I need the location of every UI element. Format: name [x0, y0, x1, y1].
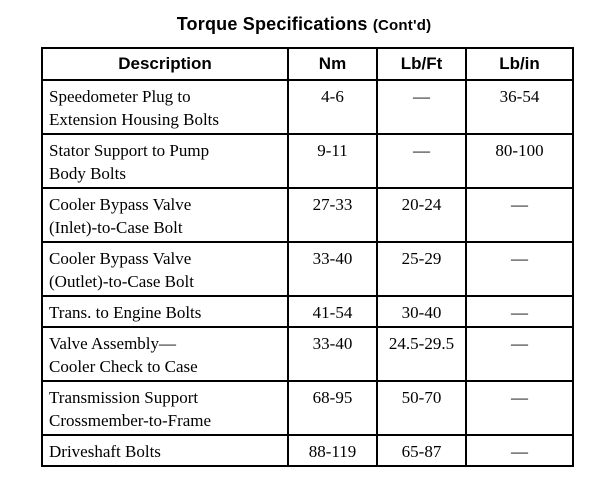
title-suffix: (Cont'd)	[372, 17, 432, 34]
description-cell	[42, 327, 288, 381]
lbft-cell	[377, 327, 466, 381]
table-row	[42, 188, 573, 242]
description-line: Speedometer Plug to	[49, 87, 191, 106]
description-cell	[42, 188, 288, 242]
nm-cell	[288, 80, 377, 134]
description-line: Crossmember-to-Frame	[49, 411, 212, 430]
lbin-cell	[466, 381, 573, 435]
lbft-cell	[377, 188, 466, 242]
nm-cell	[288, 296, 377, 327]
lbin-cell	[466, 80, 573, 134]
lbft-cell	[377, 134, 466, 188]
lbin-cell	[466, 296, 573, 327]
nm-cell	[288, 134, 377, 188]
table-row	[42, 80, 573, 134]
description-line: Body Bolts	[49, 164, 126, 183]
lbin-cell	[466, 242, 573, 296]
table-row	[42, 381, 573, 435]
nm-cell	[288, 327, 377, 381]
lbin-cell-value: 36-54	[499, 87, 540, 106]
description-cell	[42, 296, 288, 327]
nm-cell-value: 41-54	[312, 303, 353, 322]
lbin-cell-value: —	[511, 249, 528, 268]
description-cell	[42, 435, 288, 466]
nm-cell	[288, 435, 377, 466]
nm-cell-value: 4-6	[321, 87, 344, 106]
column-header-lbft: Lb/Ft	[377, 48, 466, 80]
description-line: Driveshaft Bolts	[49, 442, 161, 461]
nm-cell-value: 27-33	[312, 195, 353, 214]
lbft-cell	[377, 296, 466, 327]
nm-cell	[288, 242, 377, 296]
description-line: Stator Support to Pump	[49, 141, 210, 160]
lbin-cell	[466, 327, 573, 381]
table-row	[42, 327, 573, 381]
table-row	[42, 435, 573, 466]
description-cell	[42, 134, 288, 188]
header-row	[42, 48, 573, 80]
description-line: Extension Housing Bolts	[49, 110, 220, 129]
lbft-cell-value: —	[413, 87, 430, 106]
lbft-cell-value: 50-70	[401, 388, 442, 407]
description-cell	[42, 381, 288, 435]
nm-cell-value: 33-40	[312, 249, 353, 268]
lbft-cell-value: 30-40	[401, 303, 442, 322]
title-main: Torque Specifications	[176, 14, 368, 34]
lbin-cell-value: —	[511, 442, 528, 461]
description-line: Cooler Check to Case	[49, 357, 198, 376]
nm-cell-value: 88-119	[308, 442, 357, 461]
description-line: (Outlet)-to-Case Bolt	[49, 272, 194, 291]
lbft-cell	[377, 435, 466, 466]
table-body	[42, 80, 573, 466]
lbft-cell-value: 65-87	[401, 442, 442, 461]
torque-spec-table	[41, 47, 574, 467]
lbft-cell-value: 25-29	[401, 249, 442, 268]
table-row	[42, 134, 573, 188]
column-header-lbin: Lb/in	[466, 48, 573, 80]
lbft-cell	[377, 80, 466, 134]
table-row	[42, 296, 573, 327]
lbft-cell-value: —	[413, 141, 430, 160]
description-line: Trans. to Engine Bolts	[49, 303, 202, 322]
table-row	[42, 242, 573, 296]
description-line: Valve Assembly—	[49, 334, 177, 353]
lbin-cell-value: 80-100	[495, 141, 544, 160]
description-line: (Inlet)-to-Case Bolt	[49, 218, 183, 237]
lbin-cell	[466, 188, 573, 242]
lbft-cell	[377, 381, 466, 435]
nm-cell	[288, 188, 377, 242]
description-cell	[42, 80, 288, 134]
column-header-nm: Nm	[288, 48, 377, 80]
page-title	[0, 14, 608, 35]
lbft-cell	[377, 242, 466, 296]
description-line: Cooler Bypass Valve	[49, 195, 192, 214]
lbin-cell-value: —	[511, 195, 528, 214]
description-line: Cooler Bypass Valve	[49, 249, 192, 268]
lbin-cell	[466, 134, 573, 188]
nm-cell	[288, 381, 377, 435]
nm-cell-value: 9-11	[317, 141, 348, 160]
column-header-description: Description	[42, 48, 288, 80]
description-cell	[42, 242, 288, 296]
lbin-cell-value: —	[511, 388, 528, 407]
description-line: Transmission Support	[49, 388, 199, 407]
nm-cell-value: 68-95	[312, 388, 353, 407]
lbft-cell-value: 20-24	[401, 195, 442, 214]
lbin-cell-value: —	[511, 303, 528, 322]
nm-cell-value: 33-40	[312, 334, 353, 353]
lbin-cell-value: —	[511, 334, 528, 353]
lbft-cell-value: 24.5-29.5	[388, 334, 455, 353]
lbin-cell	[466, 435, 573, 466]
